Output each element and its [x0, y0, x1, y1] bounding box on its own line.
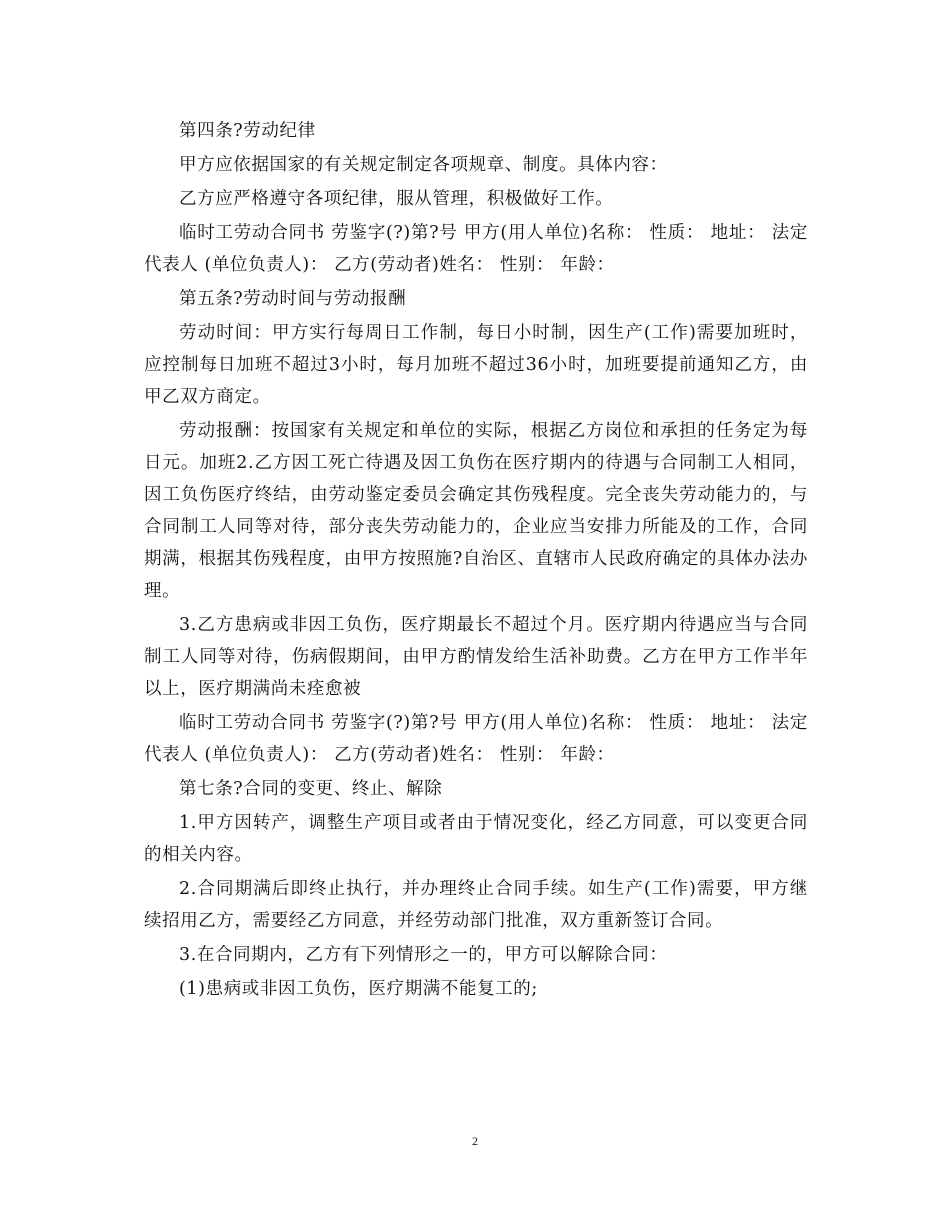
contract-header-paragraph: 临时工劳动合同书 劳鉴字(?)第?号 甲方(用人单位)名称： 性质： 地址： 法定代表人 (单位负责人)： 乙方(劳动者)姓名： 性别： 年龄： [144, 223, 808, 275]
paragraph: 乙方应严格遵守各项纪律，服从管理，积极做好工作。 [179, 189, 614, 209]
document-body [144, 115, 808, 1007]
paragraph: (1)患病或非因工负伤，医疗期满不能复工的; [179, 979, 538, 999]
paragraph: 3.在合同期内，乙方有下列情形之一的，甲方可以解除合同： [179, 945, 668, 965]
paragraph: 劳动时间：甲方实行每周日工作制，每日小时制，因生产(工作)需要加班时，应控制每日加班不超过3小时，每月加班不超过36小时，加班要提前通知乙方，由甲乙双方商定。 [144, 323, 808, 407]
contract-header-paragraph: 临时工劳动合同书 劳鉴字(?)第?号 甲方(用人单位)名称： 性质： 地址： 法定代表人 (单位负责人)： 乙方(劳动者)姓名： 性别： 年龄： [144, 713, 808, 765]
paragraph: 劳动报酬：按国家有关规定和单位的实际，根据乙方岗位和承担的任务定为每日元。加班2.乙方因工死亡待遇及因工负伤在医疗期内的待遇与合同制工人相同，因工负伤医疗终结，由劳动鉴定委员会确定其伤残程度。完全丧失劳动能力的，与合同制工人同等对待，部分丧失劳动能力的，企业应当安排力所能及的工作，合同期满，根据其伤残程度，由甲方按照施?自治区、直辖市人民政府确定的具体办法办理。 [144, 421, 808, 601]
paragraph: 1.甲方因转产，调整生产项目或者由于情况变化，经乙方同意，可以变更合同的相关内容。 [144, 813, 808, 865]
article-4-heading: 第四条?劳动纪律 [179, 121, 316, 141]
paragraph: 2.合同期满后即终止执行，并办理终止合同手续。如生产(工作)需要，甲方继续招用乙方，需要经乙方同意，并经劳动部门批准，双方重新签订合同。 [144, 879, 808, 931]
article-5-heading: 第五条?劳动时间与劳动报酬 [179, 289, 407, 309]
paragraph: 3.乙方患病或非因工负伤，医疗期最长不超过个月。医疗期内待遇应当与合同制工人同等对待，伤病假期间，由甲方酌情发给生活补助费。乙方在甲方工作半年以上，医疗期满尚未痊愈被 [144, 615, 808, 699]
paragraph: 甲方应依据国家的有关规定制定各项规章、制度。具体内容： [179, 155, 668, 175]
page-number: 2 [472, 1134, 478, 1148]
article-7-heading: 第七条?合同的变更、终止、解除 [179, 779, 443, 799]
